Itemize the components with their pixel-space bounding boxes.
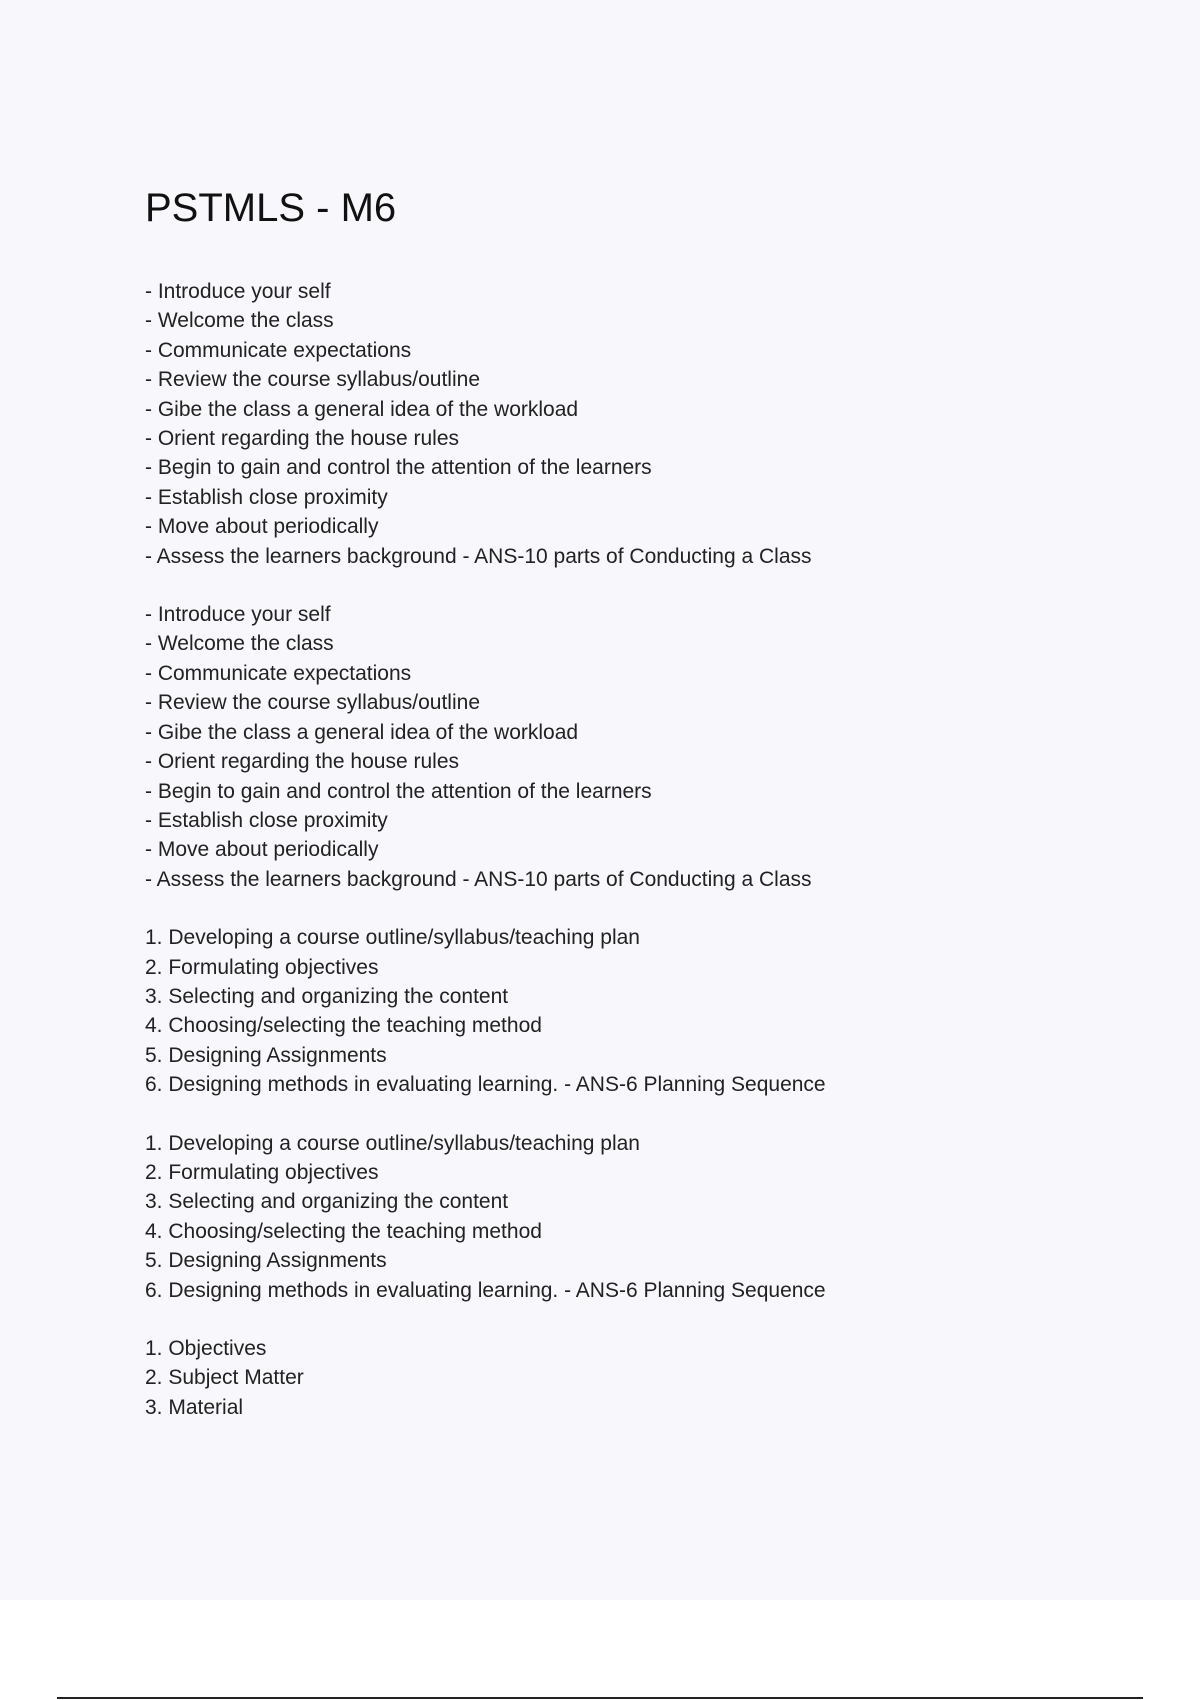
list-item: - Welcome the class [145, 309, 334, 333]
footer-divider [57, 1697, 1143, 1699]
list-item: - Assess the learners background - ANS-10 parts of Conducting a Class [145, 867, 812, 891]
text-block [145, 600, 1145, 894]
list-item: - Review the course syllabus/outline [145, 368, 480, 392]
list-item: 2. Formulating objectives [145, 1160, 379, 1184]
text-block [145, 1129, 1145, 1305]
list-item: 2. Formulating objectives [145, 955, 379, 979]
list-item: - Gibe the class a general idea of the workload [145, 397, 579, 421]
text-block [145, 923, 1145, 1099]
list-item: 5. Designing Assignments [145, 1043, 387, 1067]
list-item: - Introduce your self [145, 280, 331, 303]
list-item: 2. Subject Matter [145, 1366, 304, 1390]
list-item: - Gibe the class a general idea of the workload [145, 720, 579, 744]
list-item: 1. Developing a course outline/syllabus/teaching plan [145, 926, 640, 950]
document-body [145, 277, 1145, 1451]
text-block [145, 1334, 1145, 1422]
list-item: - Communicate expectations [145, 338, 412, 362]
list-item: - Introduce your self [145, 603, 331, 627]
list-item: 4. Choosing/selecting the teaching method [145, 1219, 542, 1243]
document-title: PSTMLS - M6 [145, 186, 397, 230]
list-item: 4. Choosing/selecting the teaching method [145, 1014, 542, 1038]
list-item: - Assess the learners background - ANS-10 parts of Conducting a Class [145, 544, 812, 568]
list-item: 5. Designing Assignments [145, 1249, 387, 1273]
list-item: 1. Objectives [145, 1337, 267, 1360]
list-item: - Communicate expectations [145, 661, 412, 685]
list-item: - Review the course syllabus/outline [145, 691, 480, 715]
list-item: 3. Selecting and organizing the content [145, 1190, 509, 1214]
list-item: - Orient regarding the house rules [145, 750, 460, 774]
list-item: 6. Designing methods in evaluating learning. - ANS-6 Planning Sequence [145, 1073, 826, 1097]
list-item: 6. Designing methods in evaluating learning. - ANS-6 Planning Sequence [145, 1278, 826, 1302]
list-item: 1. Developing a course outline/syllabus/teaching plan [145, 1131, 640, 1155]
list-item: - Establish close proximity [145, 485, 388, 509]
list-item: - Begin to gain and control the attention of the learners [145, 779, 652, 803]
list-item: 3. Material [145, 1395, 244, 1419]
list-item: - Orient regarding the house rules [145, 427, 460, 451]
list-item: - Move about periodically [145, 838, 379, 862]
list-item: - Welcome the class [145, 632, 334, 656]
text-block [145, 277, 1145, 571]
list-item: - Begin to gain and control the attention of the learners [145, 456, 652, 480]
list-item: - Move about periodically [145, 515, 379, 539]
list-item: 3. Selecting and organizing the content [145, 984, 509, 1008]
list-item: - Establish close proximity [145, 808, 388, 832]
